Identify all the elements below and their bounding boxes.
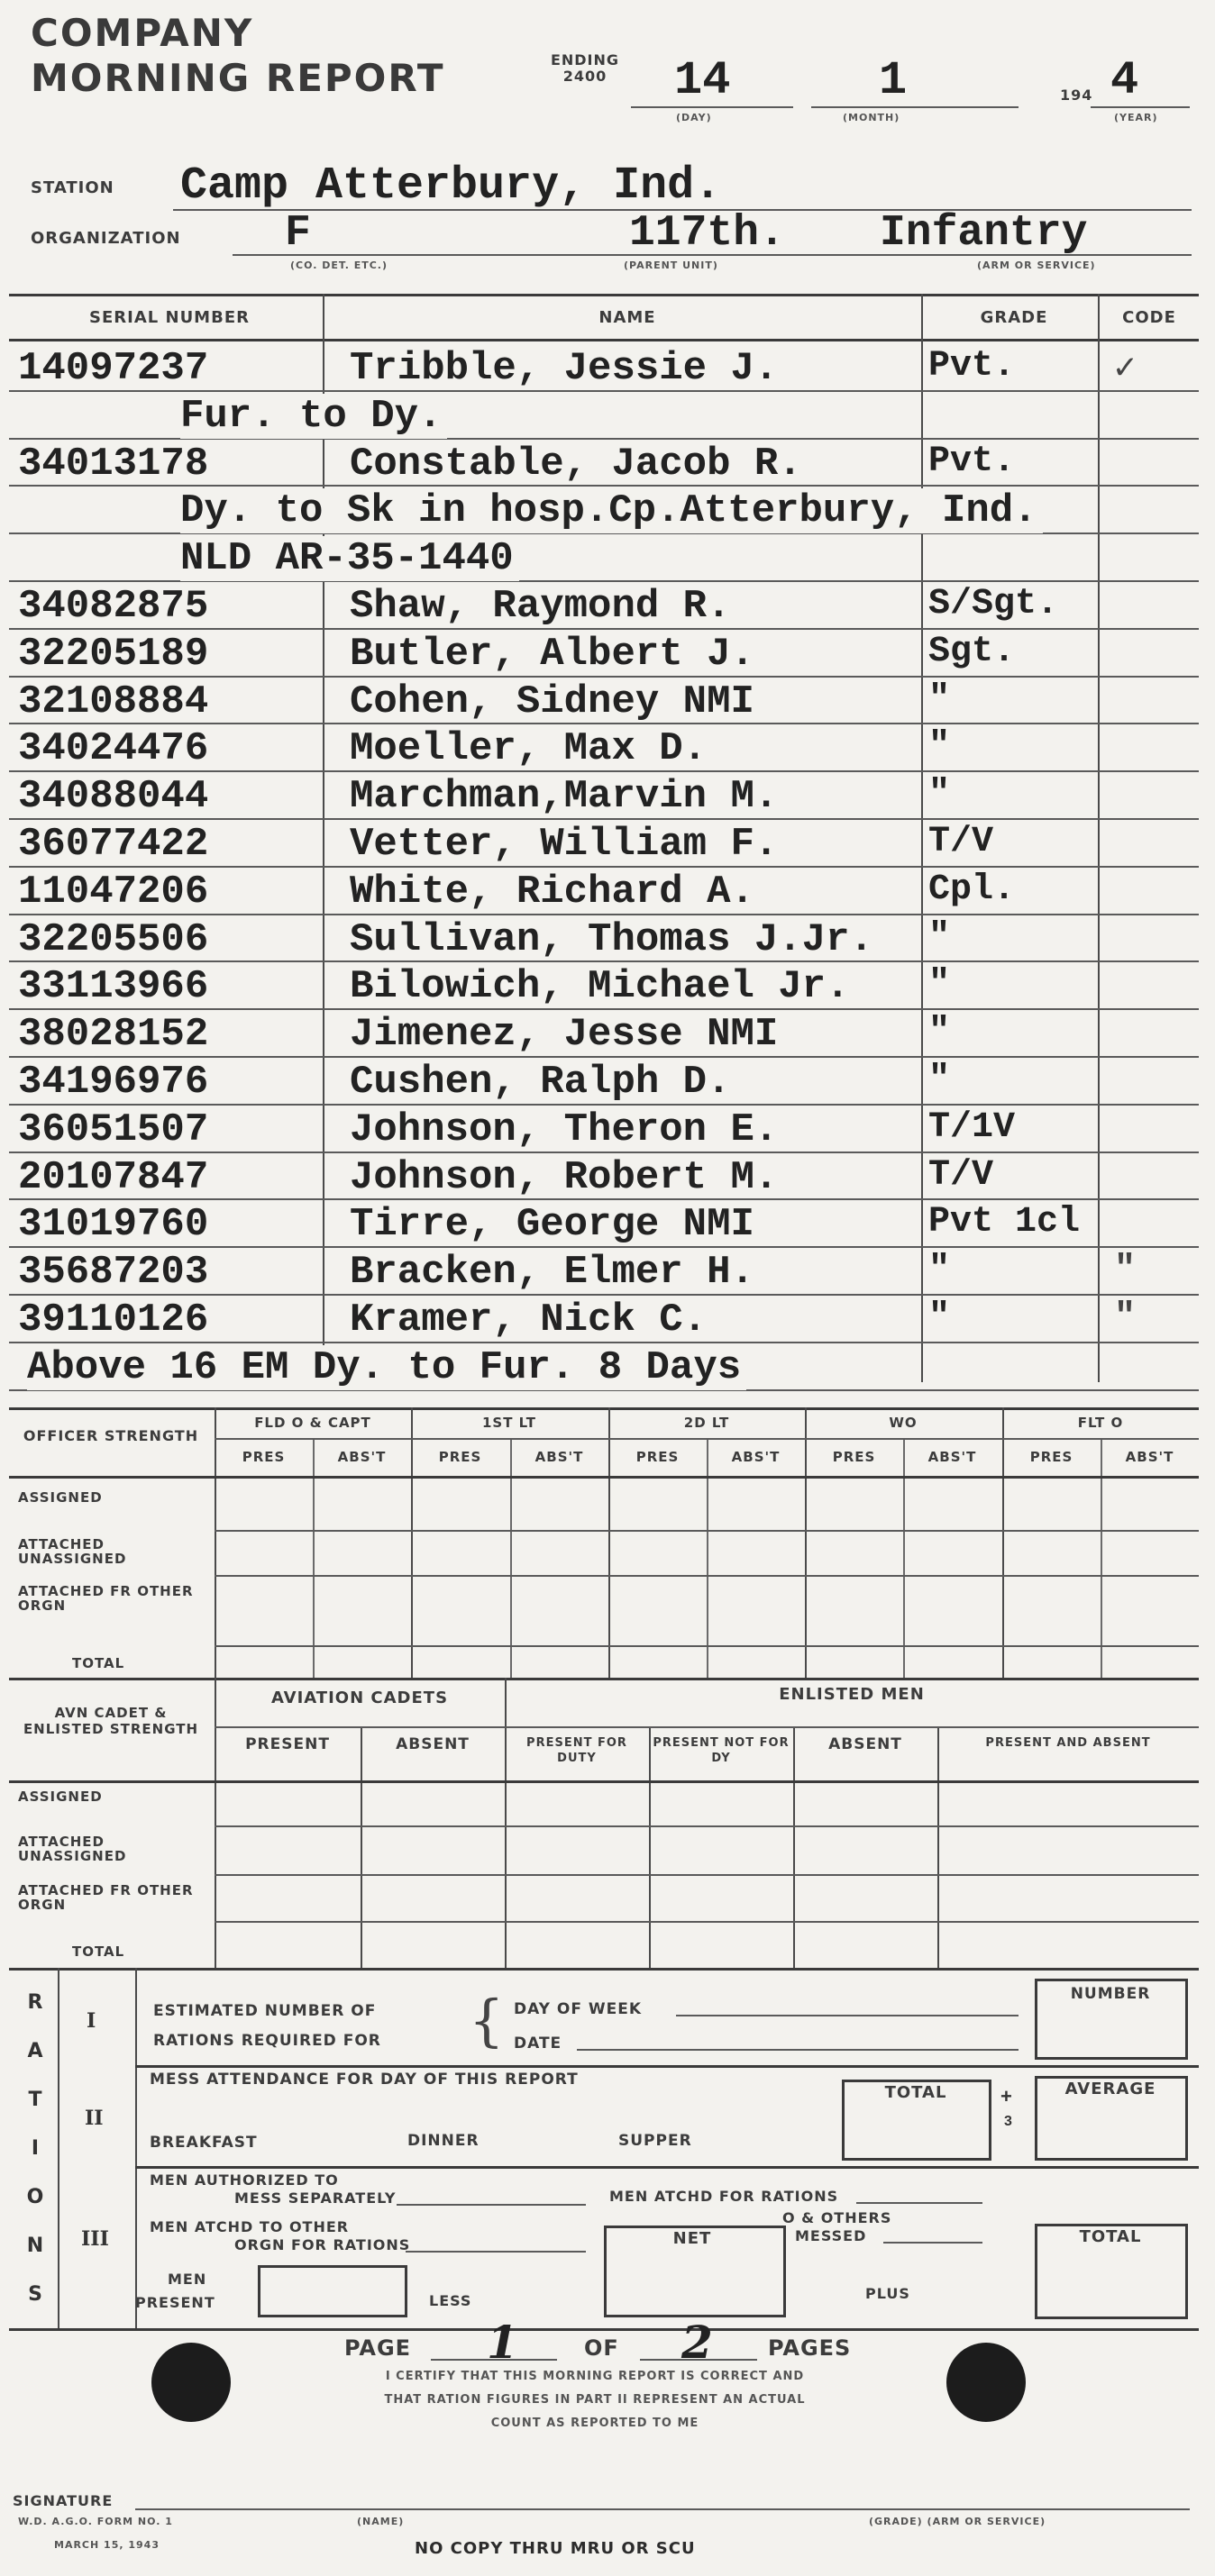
grade-cell: Pvt 1cl: [928, 1202, 1081, 1242]
aviation-cadets-header: AVIATION CADETS: [270, 1689, 449, 1707]
breakfast-label: BREAKFAST: [150, 2134, 258, 2152]
grade-cell: Cpl.: [928, 869, 1016, 910]
certify-line-1: I CERTIFY THAT THIS MORNING REPORT IS CORRECT AND: [385, 2370, 805, 2383]
less-label: LESS: [429, 2292, 472, 2309]
ration-section-1-numeral: I: [87, 2009, 96, 2033]
name-cell: Cushen, Ralph D.: [350, 1060, 731, 1105]
serial-number-cell: 36051507: [18, 1107, 209, 1152]
form-title-line1: COMPANY: [31, 11, 254, 55]
plus-label: PLUS: [865, 2285, 910, 2302]
number-label: NUMBER: [1070, 1985, 1151, 2003]
grade-cell: ": [928, 964, 951, 1005]
name-cell: Tirre, George NMI: [350, 1202, 754, 1247]
grade-cell: ": [928, 774, 951, 815]
enlisted-strength-title: AVN CADET & ENLISTED STRENGTH: [23, 1705, 199, 1737]
morning-report-form: COMPANY MORNING REPORT ENDING 2400 14 1 194 4 (DAY) (MONTH) (YEAR) STATION Camp Atterbury, Ind. ORGANIZATION F 117th. Infantry (CO. DET. ETC.) (PARENT UNIT) (ARM OR SERVICE) SERIAL NUMBER NAME GRADE CODE 14097237 Tribble, Jessie J. Pvt. ✓ Fur. to Dy. 34013178 Constable, Jacob R. Pvt. Dy. to Sk in hosp.Cp.Atterbury, Ind. NLD AR-35-1440 34082875 Shaw, Raymond R. S/Sgt. 32205189 Butler, Albert J. Sgt. 32108884 Cohen, Sidney NMI " 34024476 Moeller, Max D. " 34088044 Marchman,Marvin M. " 36077422 Vetter, William F. T/V 11047206 White, Richard A. Cpl. 32205506 Sullivan, Thomas J.Jr. " 33113966 Bilowich, Michael Jr. " 38028152 Jimenez, Jesse NMI " 34196976 Cushen, Ralph D. " 36051507 Johnson, Theron E. T/1V 20107847 Johnson, Robert M. T/V 31019760 Tirre, George NMI Pvt 1cl 35687203 Bracken, Elmer H. " " 39110126 Kramer, Nick C. " " Above 16 EM Dy. to Fur. 8 Days OFFICER STRENGTH FLD O & CAPT PRES ABS'T 1ST LT PRES ABS'T 2D LT PRES ABS'T WO PRES ABS'T FLT O PRES ABS'T ASSIGNED ATTACHED UNASSIGNED ATTACHED FR OTHER ORGN TOTAL AVN CADET & ENLISTED STRENGTH AVIATION CADETS ENLISTED MEN PRESENT ABSENT PRESENT FOR DUTY PRESENT NOT FOR DY ABSENT PRESENT AND ABSENT ASSIGNED ATTACHED UNASSIGNED ATTACHED FR OTHER ORGN TOTAL R A T I O N S I ESTIMATED NUMBER OF RATIONS REQUIRED FOR { DAY OF WEEK DATE NUMBER II MESS ATTENDANCE FOR DAY OF THIS REPORT BREAKFAST DINNER SUPPER TOTAL + 3 AVERAGE III MEN AUTHORIZED TO MESS SEPARATELY MEN ATCHD TO OTHER ORGN FOR RATIONS MEN ATCHD FOR RATIONS O & OTHERS MESSED NET TOTAL MEN PRESENT LESS PLUS PAGE 1 OF 2 PAGES I CERTIFY THAT THIS MORNING REPORT IS CORRECT AND THAT RATION FIGURES IN PART II REPRESENT AN ACTUAL COUNT AS REPORTED TO ME SIGNATURE W.D. A.G.O. FORM NO. 1 MARCH 15, 1943 (NAME) (GRADE) (ARM OR SERVICE) NO COPY THRU MRU OR SCU: [0, 0, 1215, 2576]
enlisted-col-header: ABSENT: [828, 1735, 902, 1753]
enlisted-men-header: ENLISTED MEN: [779, 1685, 925, 1704]
grade-cell: T/V: [928, 822, 994, 862]
men-atchd-other-label-2: ORGN FOR RATIONS: [234, 2236, 411, 2253]
code-cell: ": [1114, 1250, 1137, 1290]
name-cell: Moeller, Max D.: [350, 726, 708, 771]
serial-number-cell: 34024476: [18, 726, 209, 771]
officer-group-header: 1ST LT: [481, 1415, 536, 1431]
form-number: W.D. A.G.O. FORM NO. 1: [18, 2516, 173, 2527]
plus-sign: +: [1000, 2085, 1012, 2107]
ration-section-3-numeral: III: [81, 2227, 109, 2251]
officer-sub-header: PRES: [635, 1449, 680, 1465]
grade-cell: T/V: [928, 1155, 994, 1196]
grade-cell: Sgt.: [928, 632, 1016, 672]
serial-number-cell: 32108884: [18, 679, 209, 724]
men-authorized-label-1: MEN AUTHORIZED TO: [150, 2171, 339, 2189]
month-caption: (MONTH): [843, 112, 900, 123]
serial-number-cell: 38028152: [18, 1012, 209, 1057]
name-cell: Kramer, Nick C.: [350, 1297, 708, 1343]
enlisted-col-header: PRESENT NOT FOR DY: [653, 1736, 790, 1765]
officer-row-label: ASSIGNED: [18, 1489, 103, 1506]
divide-by-three: 3: [1004, 2114, 1012, 2129]
grade-cell: T/1V: [928, 1107, 1016, 1148]
men-authorized-label-2: MESS SEPARATELY: [234, 2189, 397, 2207]
form-date: MARCH 15, 1943: [54, 2539, 160, 2551]
serial-number-cell: 31019760: [18, 1202, 209, 1247]
of-label: OF: [584, 2335, 619, 2361]
messed-label: MESSED: [795, 2227, 867, 2244]
officer-group-header: FLD O & CAPT: [254, 1415, 371, 1431]
men-atchd-for-rations-label: MEN ATCHD FOR RATIONS: [609, 2188, 839, 2205]
arm-caption: (ARM OR SERVICE): [977, 259, 1096, 271]
men-atchd-other-label-1: MEN ATCHD TO OTHER: [150, 2218, 350, 2235]
roster-remark: Above 16 EM Dy. to Fur. 8 Days: [27, 1345, 746, 1390]
officer-strength-title: OFFICER STRENGTH: [23, 1427, 199, 1444]
rations-letter: N: [26, 2235, 44, 2257]
men-present-label-2: PRESENT: [135, 2294, 215, 2311]
grade-cell: ": [928, 1012, 951, 1052]
men-present-label-1: MEN: [168, 2271, 207, 2288]
rations-letter: I: [31, 2137, 40, 2160]
name-cell: Shaw, Raymond R.: [350, 584, 731, 629]
serial-number-cell: 14097237: [18, 346, 209, 391]
enlisted-col-header: ABSENT: [396, 1735, 470, 1753]
officer-sub-header: ABS'T: [731, 1449, 781, 1465]
average-label: AVERAGE: [1064, 2080, 1156, 2098]
enlisted-row-label: ATTACHED UNASSIGNED: [18, 1834, 127, 1864]
serial-number-header: SERIAL NUMBER: [89, 308, 250, 327]
name-header: NAME: [598, 308, 656, 327]
name-cell: Sullivan, Thomas J.Jr.: [350, 917, 873, 962]
supper-label: SUPPER: [618, 2132, 692, 2150]
date-label: DATE: [514, 2034, 562, 2053]
year-prefix: 194: [1060, 86, 1093, 104]
officer-sub-header: ABS'T: [337, 1449, 387, 1465]
officer-group-header: 2D LT: [683, 1415, 730, 1431]
organization-label: ORGANIZATION: [31, 229, 181, 248]
parent-unit-value: 117th.: [629, 209, 785, 258]
rations-letter: T: [28, 2089, 42, 2111]
officer-sub-header: ABS'T: [1125, 1449, 1174, 1465]
officer-sub-header: PRES: [1029, 1449, 1073, 1465]
enlisted-row-label: TOTAL: [72, 1943, 125, 1960]
name-cell: White, Richard A.: [350, 869, 754, 915]
name-cell: Johnson, Theron E.: [350, 1107, 779, 1152]
enlisted-col-header: PRESENT AND ABSENT: [985, 1736, 1151, 1750]
day-caption: (DAY): [676, 112, 712, 123]
arm-value: Infantry: [880, 209, 1088, 258]
year-caption: (YEAR): [1114, 112, 1158, 123]
page-label: PAGE: [344, 2335, 412, 2361]
rations-letter: O: [26, 2186, 44, 2208]
roster-remark: Dy. to Sk in hosp.Cp.Atterbury, Ind.: [180, 488, 1043, 533]
men-present-box[interactable]: [258, 2265, 407, 2317]
ration-section-2-numeral: II: [85, 2107, 104, 2130]
officer-sub-header: ABS'T: [534, 1449, 584, 1465]
serial-number-cell: 32205189: [18, 632, 209, 677]
total-rations-label: TOTAL: [1079, 2227, 1142, 2246]
grade-cell: Pvt.: [928, 346, 1016, 387]
company-caption: (CO. DET. ETC.): [290, 259, 388, 271]
form-title-line2: MORNING REPORT: [31, 56, 445, 100]
officer-group-header: FLT O: [1077, 1415, 1124, 1431]
company-value: F: [285, 209, 311, 258]
mess-attendance-label: MESS ATTENDANCE FOR DAY OF THIS REPORT: [150, 2071, 579, 2089]
name-cell: Marchman,Marvin M.: [350, 774, 779, 819]
serial-number-cell: 20107847: [18, 1155, 209, 1200]
pages-label: PAGES: [768, 2335, 852, 2361]
report-day: 14: [674, 54, 731, 107]
estimated-number-label: ESTIMATED NUMBER OF: [153, 2002, 377, 2020]
punch-hole-right: [946, 2343, 1026, 2422]
serial-number-cell: 35687203: [18, 1250, 209, 1295]
serial-number-cell: 11047206: [18, 869, 209, 915]
o-and-others-label: O & OTHERS: [782, 2209, 892, 2226]
grade-cell: ": [928, 1250, 951, 1290]
serial-number-cell: 34082875: [18, 584, 209, 629]
report-year: 4: [1110, 54, 1139, 107]
rations-required-label: RATIONS REQUIRED FOR: [153, 2032, 381, 2050]
grade-cell: ": [928, 726, 951, 767]
serial-number-cell: 39110126: [18, 1297, 209, 1343]
name-cell: Tribble, Jessie J.: [350, 346, 779, 391]
net-label: NET: [672, 2229, 712, 2248]
bottom-stamp: NO COPY THRU MRU OR SCU: [415, 2539, 696, 2558]
enlisted-col-header: PRESENT FOR DUTY: [526, 1736, 627, 1765]
certify-line-2: THAT RATION FIGURES IN PART II REPRESENT AN ACTUAL: [384, 2393, 806, 2407]
enlisted-row-label: ATTACHED FR OTHER ORGN: [18, 1882, 194, 1913]
ending-label: ENDING 2400: [550, 51, 620, 85]
code-cell: ": [1114, 1297, 1137, 1338]
officer-row-label: TOTAL: [72, 1655, 125, 1671]
name-cell: Butler, Albert J.: [350, 632, 754, 677]
enlisted-col-header: PRESENT: [245, 1735, 330, 1753]
rations-letter: A: [27, 2040, 43, 2062]
name-cell: Jimenez, Jesse NMI: [350, 1012, 779, 1057]
enlisted-row-label: ASSIGNED: [18, 1789, 103, 1805]
name-cell: Constable, Jacob R.: [350, 441, 802, 487]
grade-cell: ": [928, 1060, 951, 1100]
officer-sub-header: ABS'T: [927, 1449, 977, 1465]
serial-number-cell: 34013178: [18, 441, 209, 487]
serial-number-cell: 36077422: [18, 822, 209, 867]
certify-line-3: COUNT AS REPORTED TO ME: [490, 2417, 699, 2430]
grade-cell: ": [928, 917, 951, 958]
station-label: STATION: [31, 178, 114, 197]
serial-number-cell: 33113966: [18, 964, 209, 1009]
rations-letter: R: [27, 1991, 43, 2014]
serial-number-cell: 32205506: [18, 917, 209, 962]
name-cell: Bracken, Elmer H.: [350, 1250, 754, 1295]
officer-sub-header: PRES: [832, 1449, 876, 1465]
dinner-label: DINNER: [407, 2132, 480, 2150]
code-cell: ✓: [1114, 350, 1137, 390]
grade-cell: ": [928, 679, 951, 720]
signature-line[interactable]: [135, 2508, 1190, 2510]
grade-cell: Pvt.: [928, 441, 1016, 482]
rations-letter: S: [28, 2283, 42, 2306]
grade-header: GRADE: [980, 308, 1048, 327]
name-cell: Johnson, Robert M.: [350, 1155, 779, 1200]
serial-number-cell: 34196976: [18, 1060, 209, 1105]
total-label: TOTAL: [884, 2083, 947, 2102]
grade-cell: ": [928, 1297, 951, 1338]
grade-arm-caption: (GRADE) (ARM OR SERVICE): [869, 2516, 1046, 2527]
day-of-week-label: DAY OF WEEK: [514, 2000, 643, 2018]
officer-sub-header: PRES: [438, 1449, 482, 1465]
parent-caption: (PARENT UNIT): [624, 259, 718, 271]
roster-remark: Fur. to Dy.: [180, 394, 447, 439]
grade-cell: S/Sgt.: [928, 584, 1059, 624]
officer-sub-header: PRES: [242, 1449, 286, 1465]
serial-number-cell: 34088044: [18, 774, 209, 819]
page-total: 2: [681, 2316, 713, 2369]
report-month: 1: [879, 54, 908, 107]
name-cell: Bilowich, Michael Jr.: [350, 964, 850, 1009]
name-caption: (NAME): [357, 2516, 405, 2527]
code-header: CODE: [1122, 308, 1176, 327]
station-value: Camp Atterbury, Ind.: [180, 160, 722, 212]
roster-remark: NLD AR-35-1440: [180, 536, 519, 581]
officer-group-header: WO: [889, 1415, 918, 1431]
punch-hole-left: [151, 2343, 231, 2422]
signature-label: SIGNATURE: [13, 2492, 114, 2509]
name-cell: Vetter, William F.: [350, 822, 779, 867]
page-number: 1: [487, 2316, 518, 2369]
officer-row-label: ATTACHED FR OTHER ORGN: [18, 1583, 194, 1614]
officer-row-label: ATTACHED UNASSIGNED: [18, 1536, 127, 1567]
name-cell: Cohen, Sidney NMI: [350, 679, 754, 724]
